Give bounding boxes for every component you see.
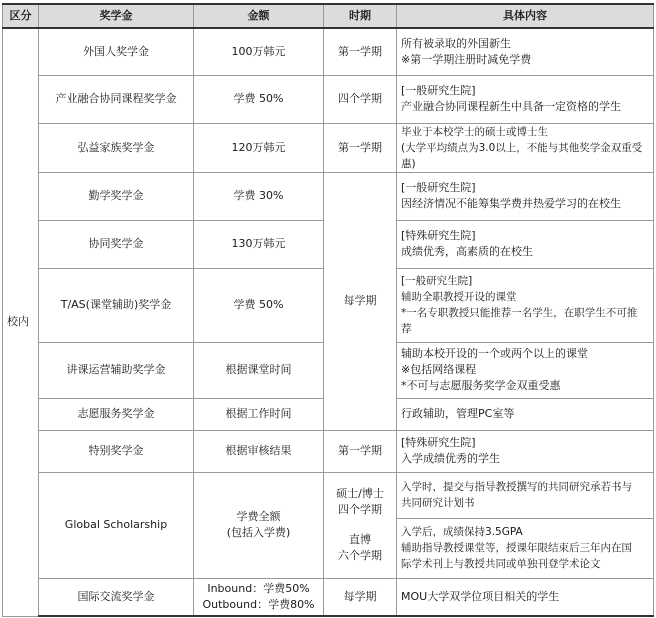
amount-cell: 130万韩元: [194, 220, 324, 268]
details-cell: 毕业于本校学士的硕士或博士生 (大学平均绩点为3.0以上，不能与其他奖学金双重受惠): [397, 123, 654, 172]
details-cell: 辅助本校开设的一个或两个以上的课堂 ※包括网络课程 *不可与志愿服务奖学金双重受惠: [397, 342, 654, 398]
amount-cell: 学费全额 (包括入学费): [194, 472, 324, 578]
table-row: [3, 172, 654, 220]
amount-cell: 根据课堂时间: [194, 342, 324, 398]
amount-cell: Inbound：学费50% Outbound：学费80%: [194, 578, 324, 616]
scholarship-name: 外国人奖学金: [39, 28, 194, 75]
category-cell: 校内: [3, 28, 39, 616]
header-category: 区分: [3, 4, 39, 28]
table-row: [3, 28, 654, 75]
scholarship-name: 弘益家族奖学金: [39, 123, 194, 172]
amount-cell: 学费 50%: [194, 75, 324, 123]
amount-cell: 学费 30%: [194, 172, 324, 220]
table-row: [3, 578, 654, 616]
period-cell-merged: 每学期: [324, 172, 397, 430]
details-cell: 所有被录取的外国新生 ※第一学期注册时减免学费: [397, 28, 654, 75]
details-cell: 入学后，成绩保持3.5GPA 辅助指导教授课堂等，授课年限结束后三年内在国 际学术刊上与教授共同或单独刊登学术论文: [397, 518, 654, 578]
period-cell: 四个学期: [324, 75, 397, 123]
details-cell: MOU大学双学位项目相关的学生: [397, 578, 654, 616]
table-row: [3, 75, 654, 123]
header-period: 时期: [324, 4, 397, 28]
period-cell: 硕士/博士 四个学期 直博 六个学期: [324, 472, 397, 578]
scholarship-name: 讲课运营辅助奖学金: [39, 342, 194, 398]
scholarship-name: 志愿服务奖学金: [39, 398, 194, 430]
scholarship-name: Global Scholarship: [39, 472, 194, 578]
amount-cell: 根据审核结果: [194, 430, 324, 472]
amount-cell: 100万韩元: [194, 28, 324, 75]
header-row: [3, 4, 654, 28]
header-details: 具体内容: [397, 4, 654, 28]
period-cell: 每学期: [324, 578, 397, 616]
period-cell: 第一学期: [324, 28, 397, 75]
details-cell: [特殊研究生院] 成绩优秀，高素质的在校生: [397, 220, 654, 268]
scholarship-name: 产业融合协同课程奖学金: [39, 75, 194, 123]
details-cell: [一般研究生院] 辅助全职教授开设的课堂 *一名专职教授只能推荐一名学生，在职学生不可推 荐: [397, 268, 654, 342]
amount-cell: 120万韩元: [194, 123, 324, 172]
details-cell: 行政辅助，管理PC室等: [397, 398, 654, 430]
scholarship-name: 协同奖学金: [39, 220, 194, 268]
amount-cell: 学费 50%: [194, 268, 324, 342]
details-cell: [一般研究生院] 产业融合协同课程新生中具备一定资格的学生: [397, 75, 654, 123]
scholarship-name: 勤学奖学金: [39, 172, 194, 220]
scholarship-name: 特别奖学金: [39, 430, 194, 472]
table-row: [3, 472, 654, 518]
details-cell: [特殊研究生院] 入学成绩优秀的学生: [397, 430, 654, 472]
period-cell: 第一学期: [324, 430, 397, 472]
details-cell: 入学时，提交与指导教授撰写的共同研究承若书与 共同研究计划书: [397, 472, 654, 518]
table-row: [3, 123, 654, 172]
header-amount: 金额: [194, 4, 324, 28]
header-scholarship: 奖学金: [39, 4, 194, 28]
table-row: [3, 430, 654, 472]
period-cell: 第一学期: [324, 123, 397, 172]
amount-cell: 根据工作时间: [194, 398, 324, 430]
scholarship-table: [2, 3, 654, 617]
scholarship-name: T/AS(课堂辅助)奖学金: [39, 268, 194, 342]
details-cell: [一般研究生院] 因经济情况不能筹集学费并热爱学习的在校生: [397, 172, 654, 220]
scholarship-name: 国际交流奖学金: [39, 578, 194, 616]
